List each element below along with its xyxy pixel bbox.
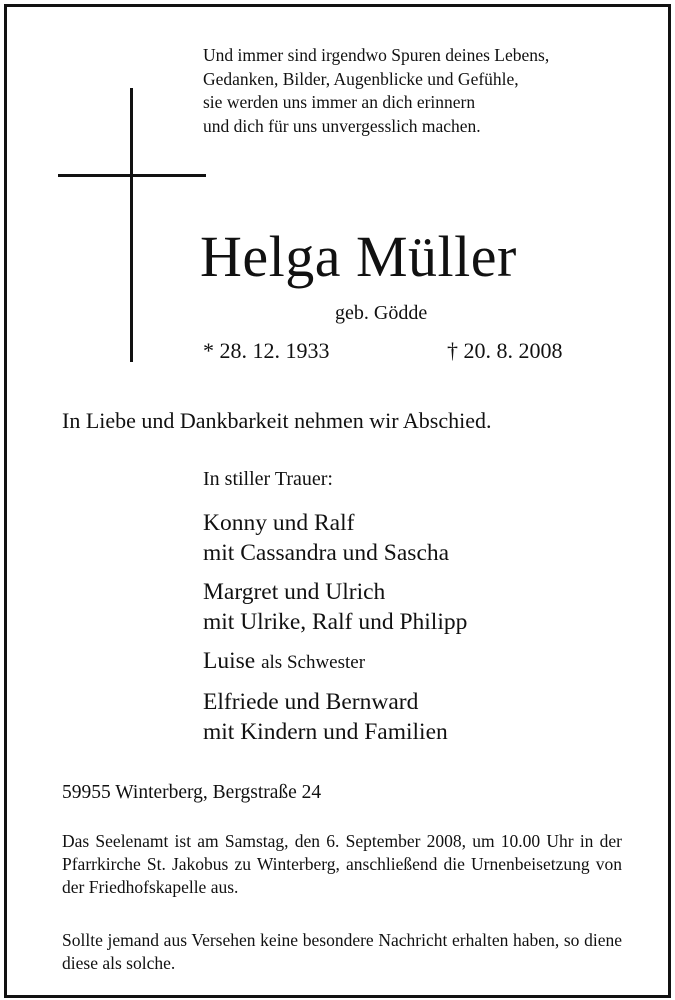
cross-horizontal-bar	[58, 174, 206, 177]
mourner-line: mit Kindern und Familien	[203, 719, 448, 745]
deceased-name: Helga Müller	[200, 224, 517, 289]
mourning-heading: In stiller Trauer:	[203, 468, 333, 490]
poem-line: sie werden uns immer an dich erinnern	[203, 92, 476, 112]
memorial-poem	[203, 44, 549, 138]
death-date: † 20. 8. 2008	[447, 338, 563, 363]
mourners-list	[203, 508, 467, 756]
family-address: 59955 Winterberg, Bergstraße 24	[62, 782, 322, 803]
poem-line: Gedanken, Bilder, Augenblicke und Gefühle,	[203, 68, 519, 89]
mourner-line: Elfriede und Bernward	[203, 689, 419, 715]
cross-vertical-bar	[130, 88, 133, 362]
service-notice: Das Seelenamt ist am Samstag, den 6. September 2008, um 10.00 Uhr in der Pfarrkirche St. Jakobus zu Winterberg, anschließend die Urnenbeisetzung von der Friedhofskapelle aus.	[62, 831, 622, 897]
mourner-group	[203, 508, 467, 568]
closing-notice: Sollte jemand aus Versehen keine besondere Nachricht erhalten haben, so diene diese als solche.	[62, 930, 622, 973]
mourner-line	[203, 646, 467, 678]
poem-line: und dich für uns unvergesslich machen.	[203, 115, 481, 136]
mourner-relation: als Schwester	[261, 652, 366, 673]
mourner-group	[203, 577, 467, 637]
birth-name: geb. Gödde	[335, 302, 428, 324]
mourner-line: Konny und Ralf	[203, 510, 355, 536]
mourner-group	[203, 687, 467, 747]
mourner-line: mit Ulrike, Ralf und Philipp	[203, 609, 468, 635]
farewell-line: In Liebe und Dankbarkeit nehmen wir Abschied.	[62, 408, 492, 433]
mourner-group	[203, 646, 467, 678]
birth-date: * 28. 12. 1933	[203, 338, 330, 363]
mourner-line: Margret und Ulrich	[203, 579, 386, 605]
mourner-line: mit Cassandra und Sascha	[203, 540, 450, 566]
mourner-name: Luise	[203, 648, 256, 674]
poem-line: Und immer sind irgendwo Spuren deines Lebens,	[203, 45, 550, 65]
